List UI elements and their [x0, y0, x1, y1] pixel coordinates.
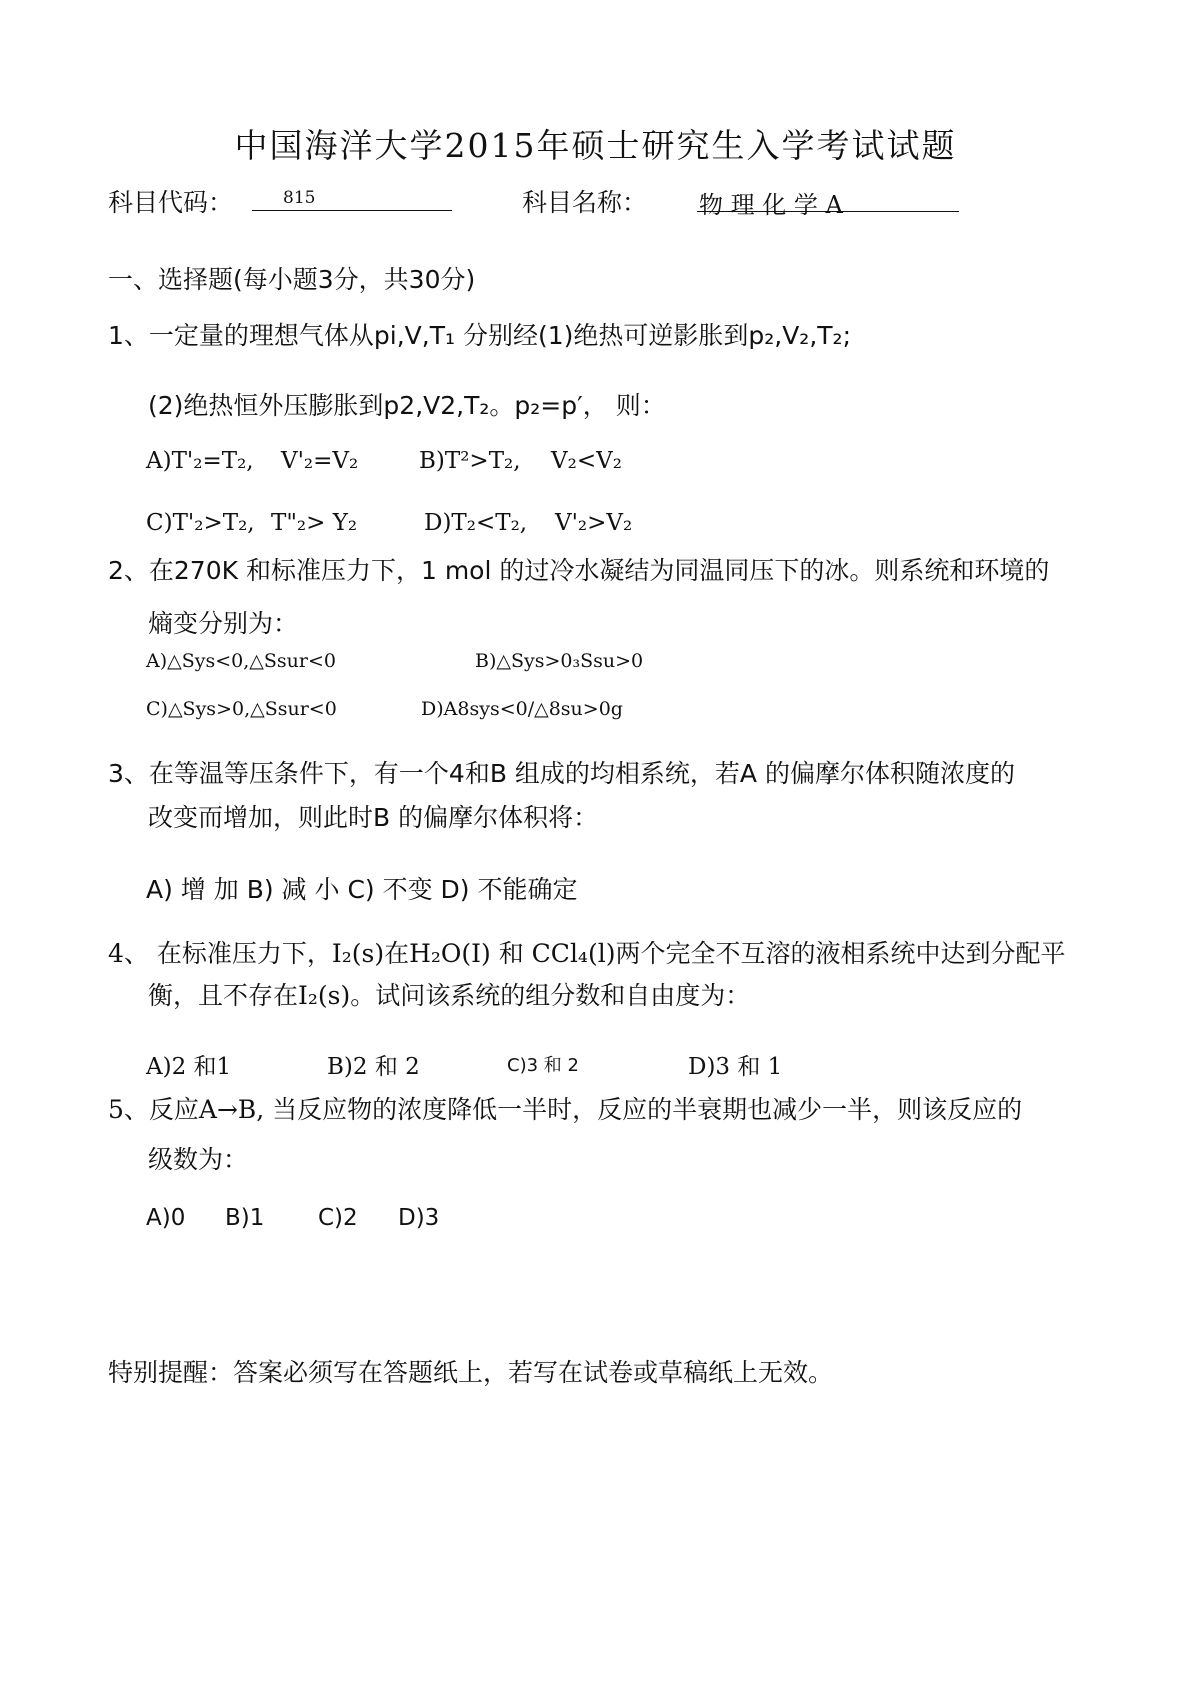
question-3-options: A) 增 加 B) 减 小 C) 不变 D) 不能确定 — [146, 875, 578, 904]
question-1-option-b-part2: V₂<V₂ — [551, 448, 622, 474]
question-2-option-a: A)△Sys<0,△Ssur<0 — [146, 650, 336, 672]
question-1-stem-line2: (2)绝热恒外压膨胀到p2,V2,T₂。p₂=p′， 则： — [148, 391, 666, 420]
subject-name-label: 科目名称： — [522, 188, 648, 217]
question-5-option-a: A)0 — [146, 1205, 186, 1231]
question-1-option-a-part2: V'₂=V₂ — [281, 448, 359, 474]
question-4-option-d: D)3 和 1 — [688, 1054, 783, 1080]
question-2-option-c: C)△Sys>0,△Ssur<0 — [146, 698, 337, 720]
subject-code-underline — [252, 180, 452, 211]
question-4-option-b: B)2 和 2 — [327, 1054, 420, 1080]
question-1-stem-line1: 1、一定量的理想气体从pi,V,T₁ 分别经(1)绝热可逆影胀到p₂,V₂,T₂; — [108, 321, 851, 350]
question-4-option-a: A)2 和1 — [146, 1054, 232, 1080]
question-5-option-b: B)1 — [225, 1205, 265, 1231]
question-2-stem-line1: 2、在270K 和标准压力下，1 mol 的过冷水凝结为同温同压下的冰。则系统和环境的 — [108, 556, 1050, 585]
question-4-stem-line1: 4、 在标准压力下，I₂(s)在H₂O(I) 和 CCl₄(l)两个完全不互溶的液相系统中达到分配平 — [108, 939, 1066, 968]
question-2-option-d: D)A8sys<0/△8su>0g — [421, 698, 623, 720]
question-1-option-c: C)T'₂>T₂, — [146, 510, 255, 536]
subject-code-value: 815 — [283, 188, 316, 208]
question-1-option-c-part2: T"₂> Y₂ — [271, 510, 358, 536]
question-3-stem-line2: 改变而增加，则此时B 的偏摩尔体积将： — [148, 803, 599, 832]
page-title: 中国海洋大学2015年硕士研究生入学考试试题 — [234, 126, 957, 165]
question-4-stem-line2: 衡，且不存在I₂(s)。试问该系统的组分数和自由度为： — [148, 981, 751, 1010]
question-2-option-b: B)△Sys>0₃Ssu>0 — [475, 650, 644, 672]
question-5-stem-line2: 级数为： — [148, 1145, 249, 1174]
question-5-option-d: D)3 — [398, 1205, 440, 1231]
section-heading: 一、选择题(每小题3分，共30分) — [108, 265, 476, 294]
question-1-option-d: D)T₂<T₂, — [424, 510, 528, 536]
question-2-stem-line2: 熵变分别为： — [148, 609, 299, 638]
question-5-option-c: C)2 — [318, 1205, 358, 1231]
question-1-option-d-part2: V'₂>V₂ — [555, 510, 633, 536]
question-5-stem-line1: 5、反应A→B, 当反应物的浓度降低一半时，反应的半衰期也减少一半，则该反应的 — [108, 1095, 1023, 1124]
question-3-stem-line1: 3、在等温等压条件下，有一个4和B 组成的均相系统，若A 的偏摩尔体积随浓度的 — [108, 759, 1015, 788]
question-4-option-c: C)3 和 2 — [507, 1055, 579, 1076]
subject-name-value: 物 理 化 学 A — [699, 191, 843, 219]
footer-notice: 特别提醒：答案必须写在答题纸上，若写在试卷或草稿纸上无效。 — [108, 1358, 834, 1387]
subject-code-label: 科目代码： — [108, 188, 234, 217]
question-1-option-a: A)T'₂=T₂, — [146, 448, 254, 474]
question-1-option-b: B)T²>T₂, — [419, 448, 521, 474]
